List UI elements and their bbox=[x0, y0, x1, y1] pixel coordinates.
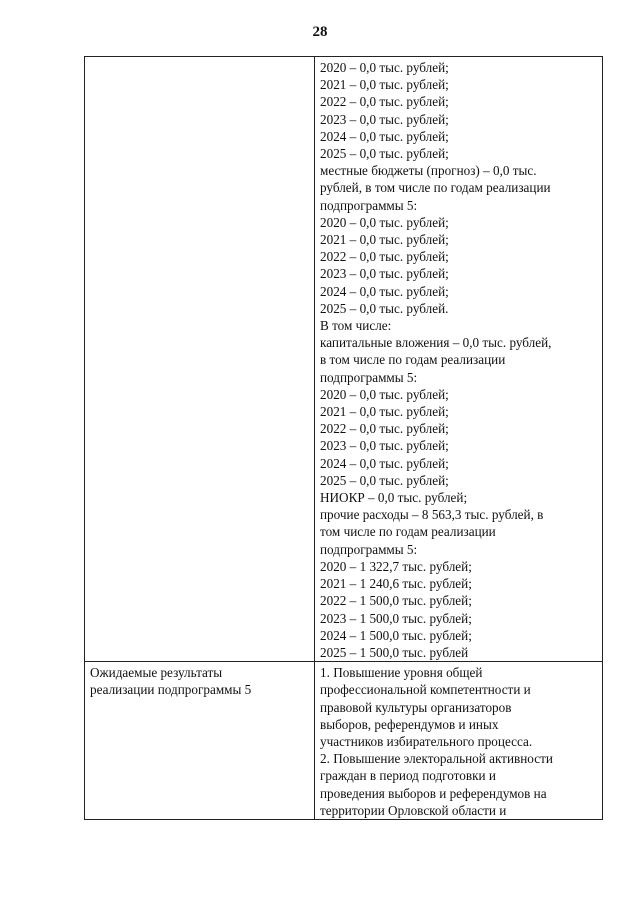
funding-details-line: 2020 – 0,0 тыс. рублей; bbox=[320, 60, 449, 75]
funding-details-line: прочие расходы – 8 563,3 тыс. рублей, в bbox=[320, 507, 544, 523]
funding-details-line: НИОКР – 0,0 тыс. рублей; bbox=[320, 490, 468, 506]
funding-details-cell bbox=[315, 57, 603, 662]
expected-results-line: 2. Повышение электоральной активности bbox=[320, 751, 553, 767]
funding-details-line: В том числе: bbox=[320, 318, 392, 334]
funding-details-line: 2020 – 0,0 тыс. рублей; bbox=[320, 386, 449, 402]
expected-results-line: проведения выборов и референдумов на bbox=[320, 785, 547, 801]
funding-details-line: 2021 – 0,0 тыс. рублей; bbox=[320, 404, 449, 420]
expected-results-line: 1. Повышение уровня общей bbox=[320, 665, 483, 681]
funding-details-line: 2025 – 0,0 тыс. рублей. bbox=[320, 300, 449, 316]
funding-details-line: 2024 – 0,0 тыс. рублей; bbox=[320, 283, 449, 299]
funding-details-line: местные бюджеты (прогноз) – 0,0 тыс. bbox=[320, 163, 537, 179]
funding-label-cell bbox=[85, 57, 315, 662]
expected-results-line: выборов, референдумов и иных bbox=[320, 716, 499, 732]
funding-details-line: 2021 – 1 240,6 тыс. рублей; bbox=[320, 576, 472, 592]
funding-details-line: 2021 – 0,0 тыс. рублей; bbox=[320, 77, 449, 93]
expected-results-line: правовой культуры организаторов bbox=[320, 699, 512, 715]
funding-details-line: 2023 – 0,0 тыс. рублей; bbox=[320, 266, 449, 282]
funding-details-line: 2025 – 0,0 тыс. рублей; bbox=[320, 472, 449, 488]
funding-details-line: в том числе по годам реализации bbox=[320, 352, 506, 368]
table-row-funding bbox=[85, 57, 603, 662]
page-number: 28 bbox=[312, 24, 328, 40]
funding-details-line: 2022 – 0,0 тыс. рублей; bbox=[320, 94, 449, 110]
funding-details-line: 2020 – 1 322,7 тыс. рублей; bbox=[320, 558, 472, 574]
funding-details-line: 2024 – 0,0 тыс. рублей; bbox=[320, 128, 449, 144]
expected-results-line: граждан в период подготовки и bbox=[320, 768, 496, 784]
funding-details-line: подпрограммы 5: bbox=[320, 541, 418, 557]
expected-results-line: профессиональной компетентности и bbox=[320, 682, 531, 698]
subprogram-passport-table bbox=[84, 56, 603, 820]
funding-details-line: 2022 – 0,0 тыс. рублей; bbox=[320, 249, 449, 265]
table-row-expected-results bbox=[85, 662, 603, 820]
expected-results-label-line: реализации подпрограммы 5 bbox=[90, 682, 252, 698]
funding-details-line: 2022 – 0,0 тыс. рублей; bbox=[320, 421, 449, 437]
funding-details-line: капитальные вложения – 0,0 тыс. рублей, bbox=[320, 335, 552, 351]
funding-details-line: 2025 – 1 500,0 тыс. рублей bbox=[320, 644, 469, 660]
funding-details-line: 2020 – 0,0 тыс. рублей; bbox=[320, 214, 449, 230]
funding-details-line: 2023 – 0,0 тыс. рублей; bbox=[320, 438, 449, 454]
funding-details-line: 2023 – 1 500,0 тыс. рублей; bbox=[320, 610, 472, 626]
funding-details-line: 2023 – 0,0 тыс. рублей; bbox=[320, 111, 449, 127]
expected-results-details-cell bbox=[315, 662, 603, 820]
funding-details-line: 2024 – 0,0 тыс. рублей; bbox=[320, 455, 449, 471]
expected-results-label-cell bbox=[85, 662, 315, 820]
funding-details-line: подпрограммы 5: bbox=[320, 369, 418, 385]
funding-details-line: рублей, в том числе по годам реализации bbox=[320, 180, 551, 196]
expected-results-line: территории Орловской области и bbox=[320, 802, 507, 818]
funding-details-line: том числе по годам реализации bbox=[320, 524, 496, 540]
funding-details-line: 2021 – 0,0 тыс. рублей; bbox=[320, 232, 449, 248]
funding-details-line: 2024 – 1 500,0 тыс. рублей; bbox=[320, 627, 472, 643]
funding-details-line: 2025 – 0,0 тыс. рублей; bbox=[320, 146, 449, 162]
funding-details-line: подпрограммы 5: bbox=[320, 197, 418, 213]
expected-results-label-line: Ожидаемые результаты bbox=[90, 665, 223, 681]
expected-results-line: участников избирательного процесса. bbox=[320, 733, 533, 749]
funding-details-line: 2022 – 1 500,0 тыс. рублей; bbox=[320, 593, 472, 609]
